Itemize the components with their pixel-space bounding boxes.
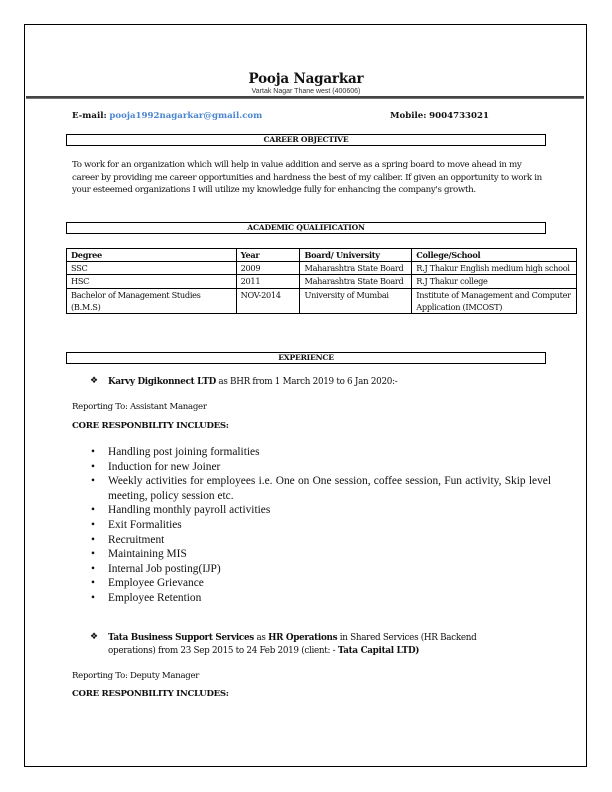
list-item: • Induction for new Joiner [91, 460, 551, 475]
header-divider [26, 96, 584, 99]
degree-cell: SSC [67, 262, 237, 275]
company-name: Karvy Digikonnect LTD [108, 377, 216, 387]
section-career-objective: CAREER OBJECTIVE [66, 134, 546, 146]
column-header: College/School [412, 249, 577, 262]
list-item: • Handling monthly payroll activities [91, 503, 551, 518]
mobile-line [390, 111, 489, 121]
career-objective-text: To work for an organization which will help in value addition and serve as a spring board to move ahead in my career by providing me career opportunities and hardness the best of my caliber. If given an opportunity to work in your esteemed organizations I will utilize my knowledge fully for enhancing the company's growth. [72, 160, 542, 196]
year-cell: 2011 [236, 275, 300, 288]
table-header-row [67, 249, 577, 262]
diamond-bullet-icon: ❖ [90, 376, 98, 386]
list-item: • Employee Retention [91, 591, 551, 606]
column-header: Degree [67, 249, 237, 262]
job-details: in Shared Services (HR Backend operations) from 23 Sep 2015 to 24 Feb 2019 (client: - [108, 633, 477, 656]
year-cell: 2009 [236, 262, 300, 275]
list-item: • Exit Formalities [91, 518, 551, 533]
academic-table [66, 248, 577, 314]
email-line [72, 111, 262, 121]
reporting-to: Reporting To: Deputy Manager [72, 671, 200, 681]
mobile-number: 9004733021 [429, 111, 489, 121]
job-role: HR Operations [268, 633, 338, 643]
as-word: as [253, 633, 269, 643]
list-item: • Internal Job posting(IJP) [91, 562, 551, 577]
board-cell: Maharashtra State Board [300, 262, 412, 275]
college-cell: R.J Thakur English medium high school [412, 262, 577, 275]
table-row [67, 288, 577, 313]
college-cell: Institute of Management and Computer Application (IMCOST) [412, 288, 577, 313]
core-responsibility-label: CORE RESPONBILITY INCLUDES: [72, 421, 229, 431]
diamond-bullet-icon: ❖ [90, 632, 98, 642]
section-experience: EXPERIENCE [66, 352, 546, 364]
email-link[interactable]: pooja1992nagarkar@gmail.com [109, 111, 263, 121]
list-item: • Employee Grievance [91, 576, 551, 591]
table-row [67, 275, 577, 288]
list-item: • Maintaining MIS [91, 547, 551, 562]
college-cell: R.J Thakur college [412, 275, 577, 288]
duties-list [91, 445, 551, 606]
degree-cell: Bachelor of Management Studies (B.M.S) [67, 288, 237, 313]
section-academic-qualification: ACADEMIC QUALIFICATION [66, 222, 546, 234]
column-header: Board/ University [300, 249, 412, 262]
company-name: Tata Business Support Services [108, 633, 254, 643]
core-responsibility-label: CORE RESPONBILITY INCLUDES: [72, 689, 229, 699]
candidate-address: Vartak Nagar Thane west (400606) [251, 88, 361, 95]
mobile-label: Mobile: [390, 111, 427, 121]
column-header: Year [236, 249, 300, 262]
board-cell: University of Mumbai [300, 288, 412, 313]
year-cell: NOV-2014 [236, 288, 300, 313]
reporting-to: Reporting To: Assistant Manager [72, 402, 207, 412]
degree-cell: HSC [67, 275, 237, 288]
client-name: Tata Capital LTD) [337, 645, 420, 656]
list-item: • Handling post joining formalities [91, 445, 551, 460]
list-item: • Recruitment [91, 533, 551, 548]
table-row [67, 262, 577, 275]
board-cell: Maharashtra State Board [300, 275, 412, 288]
job-details: as BHR from 1 March 2019 to 6 Jan 2020:- [215, 377, 398, 387]
candidate-name: Pooja Nagarkar [248, 71, 364, 87]
email-label: E-mail: [72, 111, 107, 121]
list-item: • Weekly activities for employees i.e. One on One session, coffee session, Fun activity, Skip level meeting, policy session etc. [91, 474, 551, 503]
